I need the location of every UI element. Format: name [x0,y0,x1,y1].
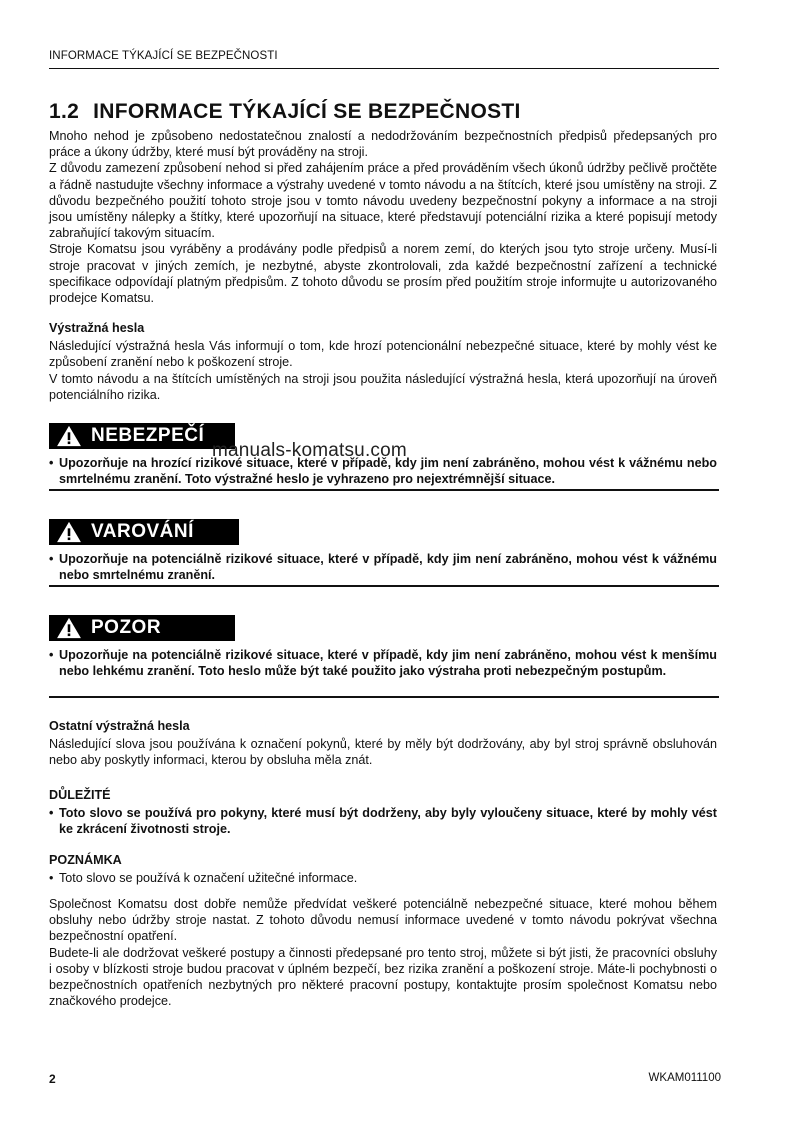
important-text: Toto slovo se používá pro pokyny, které musí být dodrženy, aby byly vyloučeny situace, které by mohly vést ke zkrácení životnosti stroje. [59,806,717,837]
closing-paragraph: Budete-li ale dodržovat veškeré postupy a činnosti předepsané pro tento stroj, můžete si být jisti, že pracovníci obsluhy i osoby v blízkosti stroje budou pracovat v úplném bezpečí, bez rizika zranění a poškození stroje. Máte-li pochybnosti o bezpečnostních opatřeních nezbytných pro některé pracovní postupy, kontaktujte prosím společnost Komatsu nebo značkového prodejce. [49,945,717,1009]
caution-text: Upozorňuje na potenciálně rizikové situace, které v případě, kdy jim není zabráněno, mohou vést k menšímu nebo lehkému zranění. Toto heslo může být také použito jako výstraha proti nebezpečným postupům. [59,648,717,679]
warning-triangle-icon [55,617,83,639]
note-text-item [49,870,717,886]
signal-words-heading: Výstražná hesla [49,321,145,335]
caution-label [49,615,235,641]
closing-paragraph: Společnost Komatsu dost dobře nemůže předvídat veškeré potenciálně nebezpečné situace, které mohou během obsluhy nebo údržby stroje nastat. Z tohoto důvodu nemusí informace uvedené v tomto návodu pokrývat všechna bezpečnostní opatření. [49,897,717,944]
section-number: 1.2 [49,100,80,123]
other-signal-words-block [49,718,717,769]
signal-words-paragraph: V tomto návodu a na štítcích umístěných na stroji jsou použita následující výstražná hesla, která upozorňují na úroveň potenciálního rizika. [49,371,717,402]
section-title-text: INFORMACE TÝKAJÍCÍ SE BEZPEČNOSTI [93,100,521,123]
page-number: 2 [49,1072,56,1086]
other-signal-words-paragraph: Následující slova jsou používána k označení pokynů, které by měly být dodržovány, aby byl stroj správně obsluhován nebo aby poskytly informaci, kterou by obsluha měla znát. [49,737,717,768]
intro-paragraph: Stroje Komatsu jsou vyráběny a prodávány podle předpisů a norem zemí, do kterých jsou tyto stroje určeny. Musí-li stroje pracovat v jiných zemích, je nezbytné, abyste zkontrolovali, zda každé bezpečnostní zařízení a technické specifikace odpovídají platným předpisům. Z tohoto důvodu se prosím před použitím stroje informujte u autorizovaného prodejce Komatsu. [49,242,717,306]
bullet: • [49,456,54,471]
danger-label-text: NEBEZPEČÍ [91,424,205,446]
important-block [49,787,717,838]
caution-block [49,615,717,680]
warning-rule [49,585,719,587]
note-block [49,852,717,886]
section-title [49,100,521,124]
intro-block [49,128,717,306]
document-code: WKAM011100 [648,1072,721,1084]
important-text-item [49,805,717,837]
caution-text-item [49,647,717,679]
warning-triangle-icon [55,521,83,543]
note-heading: POZNÁMKA [49,853,122,867]
bullet: • [49,806,54,821]
intro-paragraph: Mnoho nehod je způsobeno nedostatečnou znalostí a nedodržováním bezpečnostních předpisů předepsaných pro práce a úkony údržby, které musí být prováděny na stroji. [49,129,717,160]
caution-label-text: POZOR [91,616,162,638]
caution-rule [49,696,719,698]
danger-rule [49,489,719,491]
danger-label [49,423,235,449]
important-heading: DŮLEŽITÉ [49,788,111,802]
warning-block [49,519,717,584]
watermark: manuals-komatsu.com [212,440,407,461]
note-text: Toto slovo se používá k označení užitečné informace. [59,871,358,886]
signal-words-block [49,320,717,403]
warning-label [49,519,239,545]
bullet: • [49,648,54,663]
bullet: • [49,871,54,886]
warning-label-text: VAROVÁNÍ [91,520,194,542]
signal-words-paragraph: Následující výstražná hesla Vás informují o tom, kde hrozí potencionální nebezpečné situace, které by mohly vést ke způsobení zranění nebo k poškození stroje. [49,339,717,370]
warning-triangle-icon [55,425,83,447]
running-header: INFORMACE TÝKAJÍCÍ SE BEZPEČNOSTI [49,50,278,62]
header-rule [49,68,719,69]
warning-text: Upozorňuje na potenciálně rizikové situace, které v případě, kdy jim není zabráněno, mohou vést k vážnému nebo smrtelnému zranění. [59,552,717,583]
closing-block [49,896,717,1009]
danger-text: Upozorňuje na hrozící rizikové situace, které v případě, kdy jim není zabráněno, mohou vést k vážnému nebo smrtelnému zranění. Toto výstražné heslo je vyhrazeno pro nejextrémnější situace. [59,456,717,487]
other-signal-words-heading: Ostatní výstražná hesla [49,719,190,733]
bullet: • [49,552,54,567]
intro-paragraph: Z důvodu zamezení způsobení nehod si před zahájením práce a před prováděním všech úkonů údržby pečlivě pročtěte a řádně nastudujte všechny informace a výstrahy uvedené v tomto návodu a na štítcích, které jsou umístěny na stroji. Z důvodu bezpečného použití tohoto stroje jsou v tomto návodu uvedeny bezpečnostní pokyny a informace a na stroji jsou umístěny nálepky a štítky, které upozorňují na situace, které představují potenciální rizika a které popisují metody zabraňující takovým situacím. [49,161,717,241]
warning-text-item [49,551,717,583]
